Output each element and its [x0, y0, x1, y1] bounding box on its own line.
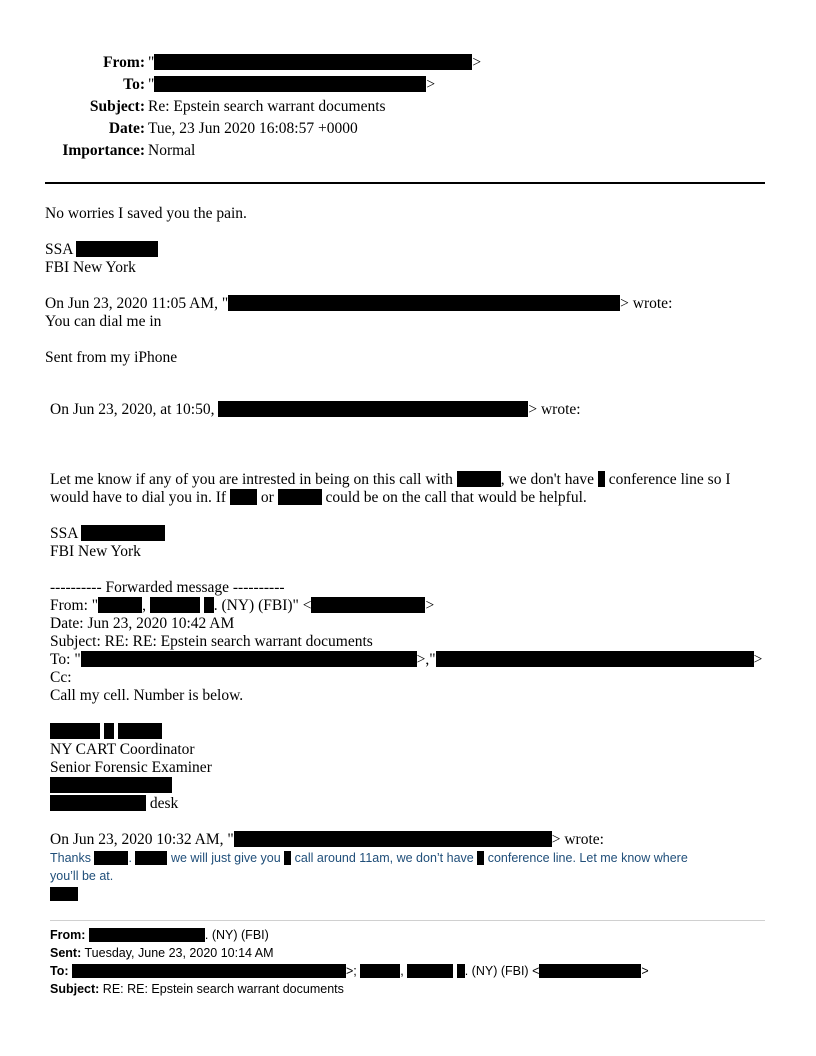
outlook-from: From: . (NY) (FBI) — [50, 928, 269, 942]
quote-body: You can dial me in — [45, 313, 162, 330]
redaction — [360, 964, 400, 978]
redaction — [436, 651, 754, 667]
date-label: Date: — [108, 120, 145, 137]
redaction — [154, 76, 426, 92]
sent-from: Sent from my iPhone — [45, 349, 178, 366]
from-label: From: — [103, 54, 145, 71]
redaction — [218, 401, 528, 417]
redaction — [154, 54, 472, 70]
quote-body-line: Thanks . we will just give you call around 11am, we don’t have conference line. Let me know where — [50, 851, 688, 865]
redaction — [234, 831, 552, 847]
redaction — [76, 241, 158, 257]
redaction — [104, 723, 114, 739]
redaction — [50, 887, 78, 901]
redaction — [81, 525, 165, 541]
signature-title: Senior Forensic Examiner — [50, 759, 212, 776]
redaction — [50, 723, 100, 739]
quote-body-line: would have to dial you in. If or could be on the call that would be helpful. — [50, 489, 587, 506]
outlook-sent: Sent: Tuesday, June 23, 2020 10:14 AM — [50, 946, 274, 960]
outlook-subject: Subject: RE: RE: Epstein search warrant documents — [50, 982, 344, 996]
redaction — [81, 651, 417, 667]
redaction — [72, 964, 346, 978]
redaction — [89, 928, 205, 942]
signature-office: FBI New York — [50, 543, 141, 560]
header-divider — [45, 182, 765, 184]
redaction — [598, 471, 605, 487]
redaction — [50, 795, 146, 811]
signature-phone — [50, 777, 172, 795]
date-value: Tue, 23 Jun 2020 16:08:57 +0000 — [148, 120, 358, 137]
redaction — [457, 471, 501, 487]
importance-label: Importance: — [62, 142, 145, 159]
forwarded-cc: Cc: — [50, 669, 72, 686]
forwarded-subject: Subject: RE: RE: Epstein search warrant documents — [50, 633, 373, 650]
forwarded-from: From: " , . (NY) (FBI)" < > — [50, 597, 435, 614]
redaction — [204, 597, 214, 613]
redaction — [284, 851, 291, 865]
forwarded-divider: ---------- Forwarded message ---------- — [50, 579, 285, 596]
quote-body-line: Let me know if any of you are intrested in being on this call with , we don't have conference line so I — [50, 471, 731, 488]
redaction — [278, 489, 322, 505]
redaction — [150, 597, 200, 613]
signature-line: SSA — [50, 525, 165, 543]
quote-attribution: On Jun 23, 2020 10:32 AM, " > wrote: — [50, 831, 604, 848]
redaction — [477, 851, 484, 865]
signature-office: FBI New York — [45, 259, 136, 276]
redaction — [457, 964, 465, 978]
redaction — [94, 851, 128, 865]
reply-body: No worries I saved you the pain. — [45, 205, 247, 222]
redaction — [311, 597, 425, 613]
importance-value: Normal — [148, 142, 196, 159]
signature-name — [50, 723, 162, 741]
quote-signature — [50, 885, 78, 903]
subject-value: Re: Epstein search warrant documents — [148, 98, 386, 115]
redaction — [118, 723, 162, 739]
signature-desk: desk — [50, 795, 178, 813]
forwarded-to: To: " >," > — [50, 651, 763, 668]
outlook-to: To: >; , . (NY) (FBI) < > — [50, 964, 649, 978]
signature-line: SSA — [45, 241, 158, 259]
redaction — [407, 964, 453, 978]
forwarded-date: Date: Jun 23, 2020 10:42 AM — [50, 615, 235, 632]
quote-attribution: On Jun 23, 2020, at 10:50, > wrote: — [50, 401, 581, 418]
forwarded-body: Call my cell. Number is below. — [50, 687, 244, 704]
redaction — [230, 489, 257, 505]
quote-body-line: you’ll be at. — [50, 869, 114, 883]
outlook-divider — [50, 920, 765, 921]
redaction — [228, 295, 620, 311]
subject-label: Subject: — [89, 98, 145, 115]
redaction — [539, 964, 641, 978]
redaction — [135, 851, 167, 865]
signature-title: NY CART Coordinator — [50, 741, 195, 758]
redaction — [50, 777, 172, 793]
to-label: To: — [123, 76, 145, 93]
quote-attribution: On Jun 23, 2020 11:05 AM, " > wrote: — [45, 295, 673, 312]
redaction — [98, 597, 142, 613]
